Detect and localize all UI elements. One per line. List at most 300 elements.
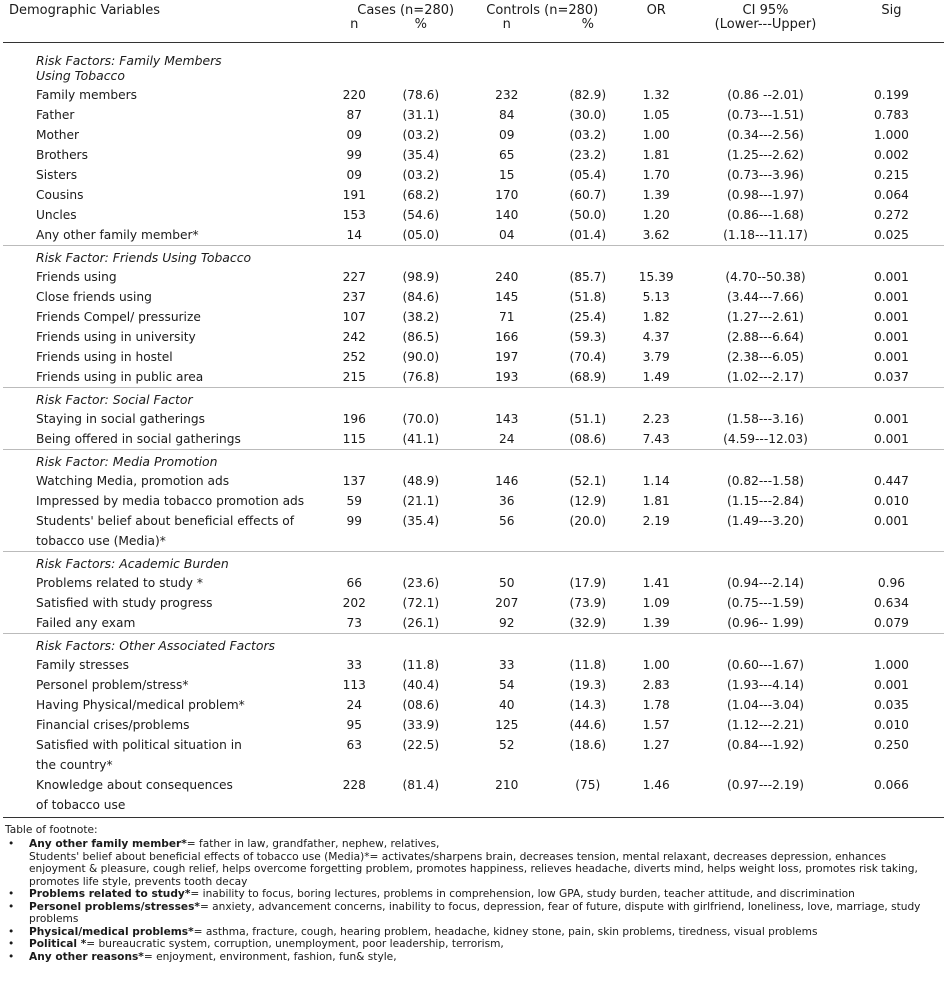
ci-cell: (0.60---1.67) — [727, 657, 804, 672]
or-cell: 1.78 — [642, 697, 670, 712]
table-header — [3, 0, 944, 42]
controls-n-cell: 09 — [499, 127, 515, 142]
section-title — [3, 633, 325, 655]
cases-pct-cell: (78.6) — [402, 87, 440, 102]
sig-cell: 0.079 — [873, 615, 909, 630]
header-controls-pct: % — [581, 17, 594, 32]
sig-cell: 0.010 — [873, 717, 909, 732]
table-row — [3, 655, 944, 675]
controls-n-cell: 71 — [499, 309, 515, 324]
empty-cell — [383, 551, 458, 573]
empty-cell — [692, 633, 839, 655]
cases-pct-cell: (68.2) — [402, 187, 440, 202]
empty-cell — [620, 387, 692, 409]
cases-pct-cell: (05.0) — [402, 227, 440, 242]
cases-pct-cell: (35.4) — [402, 147, 440, 162]
risk-factor-table — [3, 0, 944, 818]
cases-n-cell: 09 — [346, 167, 363, 182]
ci-cell: (1.04---3.04) — [727, 697, 804, 712]
row-label-line: Staying in social gatherings — [36, 411, 205, 426]
empty-cell — [458, 42, 555, 85]
section-header-row — [3, 245, 944, 267]
header-controls — [458, 0, 620, 42]
row-label — [3, 367, 325, 388]
empty-cell — [325, 245, 383, 267]
cases-pct-cell: (26.1) — [402, 615, 440, 630]
row-label-line: Impressed by media tobacco promotion ads — [36, 493, 305, 508]
row-label-line: Uncles — [36, 207, 77, 222]
sig-cell: 0.035 — [873, 697, 909, 712]
controls-n-cell: 210 — [458, 775, 555, 818]
cases-pct-cell: (33.9) — [402, 717, 440, 732]
row-label-line: Friends using — [36, 269, 117, 284]
header-sig: Sig — [839, 0, 944, 42]
sig-cell: 1.000 — [873, 127, 909, 142]
table-row — [3, 367, 944, 388]
section-title-line: Risk Factors: Academic Burden — [36, 555, 229, 571]
cases-n-cell: 191 — [342, 187, 366, 202]
sig-cell: 0.066 — [839, 775, 944, 818]
row-label-line: Friends using in hostel — [36, 349, 173, 364]
or-cell: 1.70 — [642, 167, 670, 182]
controls-pct-cell: (85.7) — [569, 269, 607, 284]
controls-n-cell: 24 — [499, 431, 515, 446]
cases-pct-cell: (21.1) — [402, 493, 440, 508]
row-label — [3, 735, 325, 775]
row-label — [3, 85, 325, 105]
empty-cell — [325, 387, 383, 409]
row-label — [3, 225, 325, 246]
empty-cell — [325, 551, 383, 573]
or-cell: 1.39 — [642, 615, 670, 630]
controls-pct-cell: (14.3) — [569, 697, 607, 712]
controls-n-cell: 65 — [499, 147, 515, 162]
table-body — [3, 42, 944, 817]
row-label — [3, 185, 325, 205]
empty-cell — [555, 42, 620, 85]
controls-pct-cell: (11.8) — [569, 657, 607, 672]
controls-pct-cell: (50.0) — [569, 207, 607, 222]
ci-cell: (0.97---2.19) — [692, 775, 839, 818]
cases-n-cell: 99 — [346, 147, 363, 162]
or-cell: 1.00 — [642, 127, 670, 142]
cases-n-cell: 14 — [346, 227, 363, 242]
controls-n-cell: 197 — [495, 349, 519, 364]
row-label — [3, 429, 325, 450]
controls-pct-cell: (25.4) — [569, 309, 607, 324]
cases-pct-cell: (22.5) — [402, 737, 440, 752]
row-label-line: of tobacco use — [36, 797, 126, 812]
footnote-text: = father in law, grandfather, nephew, relatives, — [186, 838, 440, 850]
or-cell: 1.14 — [642, 473, 670, 488]
section-header-row — [3, 551, 944, 573]
row-label — [3, 165, 325, 185]
row-label — [3, 125, 325, 145]
empty-cell — [325, 449, 383, 471]
section-title-line: Risk Factor: Media Promotion — [36, 453, 218, 469]
controls-n-cell: 84 — [499, 107, 515, 122]
table-row — [3, 267, 944, 287]
or-cell: 4.37 — [642, 329, 670, 344]
cases-n-cell: 63 — [346, 737, 363, 752]
controls-pct-cell: (20.0) — [569, 513, 607, 528]
sig-cell: 0.783 — [873, 107, 909, 122]
or-cell: 1.00 — [642, 657, 670, 672]
row-label-line: Satisfied with political situation in — [36, 737, 242, 752]
controls-pct-cell: (32.9) — [569, 615, 607, 630]
sig-cell: 0.001 — [873, 289, 909, 304]
controls-pct-cell: (23.2) — [569, 147, 607, 162]
sig-cell: 0.001 — [873, 513, 909, 528]
row-label-line: Watching Media, promotion ads — [36, 473, 230, 488]
or-cell: 1.49 — [642, 369, 670, 384]
cases-pct-cell: (35.4) — [402, 513, 440, 528]
cases-n-cell: 33 — [346, 657, 363, 672]
footnote-term: Any other reasons* — [29, 950, 144, 963]
section-title-line: Risk Factors: Other Associated Factors — [36, 637, 275, 653]
ci-cell: (0.96-- 1.99) — [727, 615, 804, 630]
cases-pct-cell: (41.1) — [402, 431, 440, 446]
table-row — [3, 715, 944, 735]
controls-pct-cell: (68.9) — [569, 369, 607, 384]
or-cell: 1.09 — [642, 595, 670, 610]
ci-cell: (4.70--50.38) — [725, 269, 806, 284]
cases-n-cell: 153 — [342, 207, 366, 222]
table-row — [3, 225, 944, 246]
footnote-continuation: Students' belief about beneficial effects of tobacco use (Media)*= activates/sharpens brain, decreases tension, mental relaxant, decreases depression, enhances enjoyment & pleasure, cough relief, helps overcome forgetting problem, promotes happiness, relieves headache, diverts mind, helps weight loss, promotes risk taking, promotes life style, prevents tooth decay — [29, 850, 918, 888]
section-title — [3, 42, 325, 85]
row-label — [3, 491, 325, 511]
sig-cell: 0.001 — [873, 411, 909, 426]
cases-pct-cell: (70.0) — [402, 411, 440, 426]
or-cell: 1.27 — [642, 737, 670, 752]
empty-cell — [458, 551, 555, 573]
empty-cell — [325, 42, 383, 85]
controls-n-cell: 04 — [499, 227, 515, 242]
row-label-line: Mother — [36, 127, 79, 142]
ci-cell: (1.18---11.17) — [723, 227, 808, 242]
or-cell: 1.46 — [620, 775, 692, 818]
row-label-line: Students' belief about beneficial effects of — [36, 513, 295, 528]
sig-cell: 1.000 — [873, 657, 909, 672]
row-label-line: Brothers — [36, 147, 88, 162]
row-label-line: Close friends using — [36, 289, 152, 304]
controls-n-cell: 232 — [495, 87, 519, 102]
header-cases-n: n — [350, 17, 359, 32]
ci-cell: (3.44---7.66) — [727, 289, 804, 304]
empty-cell — [620, 633, 692, 655]
sig-cell: 0.001 — [873, 269, 909, 284]
or-cell: 2.19 — [642, 513, 670, 528]
table-row — [3, 185, 944, 205]
header-or: OR — [620, 0, 692, 42]
or-cell: 1.81 — [642, 147, 670, 162]
ci-cell: (0.84---1.92) — [727, 737, 804, 752]
section-title — [3, 245, 325, 267]
section-title — [3, 551, 325, 573]
controls-pct-cell: (18.6) — [569, 737, 607, 752]
empty-cell — [555, 633, 620, 655]
section-title-line: Risk Factor: Social Factor — [36, 391, 193, 407]
controls-pct-cell: (44.6) — [569, 717, 607, 732]
table-row — [3, 145, 944, 165]
table-row — [3, 287, 944, 307]
row-label-line: Financial crises/problems — [36, 717, 190, 732]
or-cell: 3.62 — [642, 227, 670, 242]
bullet-icon: • — [8, 938, 15, 950]
header-cases — [325, 0, 458, 42]
cases-n-cell: 113 — [342, 677, 366, 692]
cases-n-cell: 73 — [346, 615, 363, 630]
cases-pct-cell: (81.4) — [383, 775, 458, 818]
row-label-line: Problems related to study * — [36, 575, 203, 590]
header-controls-title: Controls (n=280) — [486, 3, 599, 18]
empty-cell — [839, 449, 944, 471]
empty-cell — [839, 245, 944, 267]
header-controls-n: n — [502, 17, 511, 32]
table-row — [3, 125, 944, 145]
empty-cell — [458, 449, 555, 471]
header-cases-sub — [325, 18, 458, 32]
section-title — [3, 449, 325, 471]
cases-pct-cell: (48.9) — [402, 473, 440, 488]
footnote-text: = inability to focus, boring lectures, problems in comprehension, low GPA, study burden, teacher attitude, and discrimination — [190, 888, 855, 900]
cases-pct-cell: (23.6) — [402, 575, 440, 590]
row-label-line: tobacco use (Media)* — [36, 533, 166, 548]
section-header-row — [3, 633, 944, 655]
row-label — [3, 347, 325, 367]
controls-n-cell: 143 — [495, 411, 519, 426]
footnotes-title: Table of footnote: — [5, 823, 98, 836]
or-cell: 1.82 — [642, 309, 670, 324]
table-row — [3, 573, 944, 593]
sig-cell: 0.002 — [873, 147, 909, 162]
row-label-line: Knowledge about consequences — [36, 777, 233, 792]
ci-cell: (2.38---6.05) — [727, 349, 804, 364]
sig-cell: 0.250 — [873, 737, 909, 752]
cases-n-cell: 99 — [346, 513, 363, 528]
controls-n-cell: 50 — [499, 575, 515, 590]
row-label-line: Father — [36, 107, 75, 122]
cases-n-cell: 115 — [342, 431, 366, 446]
header-ci-line2: (Lower---Upper) — [714, 17, 817, 32]
row-label — [3, 715, 325, 735]
section-title-line: Risk Factor: Friends Using Tobacco — [36, 249, 252, 265]
row-label-line: Failed any exam — [36, 615, 136, 630]
sig-cell: 0.025 — [873, 227, 909, 242]
footnote-term: Problems related to study* — [29, 888, 191, 900]
controls-n-cell: 56 — [499, 513, 515, 528]
empty-cell — [620, 245, 692, 267]
header-variable: Demographic Variables — [3, 0, 325, 42]
cases-n-cell: 24 — [346, 697, 363, 712]
or-cell: 7.43 — [642, 431, 670, 446]
empty-cell — [458, 245, 555, 267]
footnote-item — [5, 838, 935, 851]
or-cell: 1.57 — [642, 717, 670, 732]
empty-cell — [555, 449, 620, 471]
row-label-line: Cousins — [36, 187, 84, 202]
sig-cell: 0.634 — [873, 595, 909, 610]
footnote-text: = asthma, fracture, cough, hearing problem, headache, kidney stone, pain, skin problems, tiredness, visual problems — [193, 925, 818, 938]
controls-n-cell: 40 — [499, 697, 515, 712]
cases-n-cell: 59 — [346, 493, 363, 508]
sig-cell: 0.010 — [873, 493, 909, 508]
section-title — [3, 387, 325, 409]
or-cell: 1.05 — [642, 107, 670, 122]
bullet-icon: • — [8, 900, 15, 913]
table-row — [3, 429, 944, 450]
empty-cell — [620, 551, 692, 573]
empty-cell — [555, 245, 620, 267]
cases-pct-cell: (90.0) — [402, 349, 440, 364]
table-row — [3, 471, 944, 491]
controls-n-cell: 207 — [495, 595, 519, 610]
bullet-icon: • — [8, 888, 15, 900]
table-row — [3, 105, 944, 125]
sig-cell: 0.037 — [873, 369, 909, 384]
controls-pct-cell: (59.3) — [569, 329, 607, 344]
ci-cell: (1.25---2.62) — [727, 147, 804, 162]
controls-pct-cell: (52.1) — [569, 473, 607, 488]
row-label-line: Sisters — [36, 167, 78, 182]
empty-cell — [692, 245, 839, 267]
empty-cell — [383, 449, 458, 471]
empty-cell — [555, 551, 620, 573]
footnote-item — [5, 901, 935, 926]
sig-cell: 0.064 — [873, 187, 909, 202]
row-label — [3, 775, 325, 818]
empty-cell — [555, 387, 620, 409]
header-ci-line1: CI 95% — [742, 3, 789, 18]
row-label — [3, 205, 325, 225]
footnotes-list — [5, 838, 935, 963]
cases-pct-cell: (76.8) — [402, 369, 440, 384]
row-label — [3, 267, 325, 287]
cases-pct-cell: (38.2) — [402, 309, 440, 324]
row-label — [3, 409, 325, 429]
empty-cell — [692, 42, 839, 85]
row-label-line: Any other family member* — [36, 227, 199, 242]
controls-pct-cell: (08.6) — [569, 431, 607, 446]
ci-cell: (0.34---2.56) — [727, 127, 804, 142]
controls-pct-cell: (03.2) — [569, 127, 607, 142]
table-row — [3, 327, 944, 347]
ci-cell: (0.86 --2.01) — [727, 87, 804, 102]
row-label-line: Family members — [36, 87, 137, 102]
ci-cell: (1.02---2.17) — [727, 369, 804, 384]
footnote-text: = bureaucratic system, corruption, unemployment, poor leadership, terrorism, — [86, 938, 504, 950]
cases-pct-cell: (31.1) — [402, 107, 440, 122]
row-label — [3, 695, 325, 715]
cases-n-cell: 237 — [342, 289, 366, 304]
ci-cell: (0.98---1.97) — [727, 187, 804, 202]
cases-pct-cell: (98.9) — [402, 269, 440, 284]
row-label — [3, 675, 325, 695]
table-row — [3, 205, 944, 225]
cases-n-cell: 215 — [342, 369, 366, 384]
controls-n-cell: 145 — [495, 289, 519, 304]
header-controls-sub — [458, 18, 620, 32]
sig-cell: 0.001 — [873, 309, 909, 324]
controls-pct-cell: (51.1) — [569, 411, 607, 426]
cases-pct-cell: (03.2) — [402, 167, 440, 182]
cases-pct-cell: (84.6) — [402, 289, 440, 304]
or-cell: 2.83 — [642, 677, 670, 692]
or-cell: 1.41 — [642, 575, 670, 590]
empty-cell — [692, 387, 839, 409]
table-row — [3, 593, 944, 613]
empty-cell — [839, 42, 944, 85]
cases-n-cell: 87 — [346, 107, 363, 122]
cases-pct-cell: (54.6) — [402, 207, 440, 222]
controls-pct-cell: (12.9) — [569, 493, 607, 508]
or-cell: 5.13 — [642, 289, 670, 304]
ci-cell: (0.73---1.51) — [727, 107, 804, 122]
controls-n-cell: 36 — [499, 493, 515, 508]
ci-cell: (2.88---6.64) — [727, 329, 804, 344]
sig-cell: 0.96 — [877, 575, 905, 590]
row-label — [3, 573, 325, 593]
ci-cell: (4.59---12.03) — [723, 431, 808, 446]
empty-cell — [620, 42, 692, 85]
cases-n-cell: 09 — [346, 127, 363, 142]
row-label-line: Friends using in university — [36, 329, 196, 344]
controls-n-cell: 170 — [495, 187, 519, 202]
cases-pct-cell: (08.6) — [402, 697, 440, 712]
empty-cell — [692, 551, 839, 573]
controls-n-cell: 240 — [495, 269, 519, 284]
row-label — [3, 613, 325, 634]
row-label — [3, 145, 325, 165]
ci-cell: (1.49---3.20) — [727, 513, 804, 528]
row-label-line: Having Physical/medical problem* — [36, 697, 245, 712]
empty-cell — [620, 449, 692, 471]
ci-cell: (0.86---1.68) — [727, 207, 804, 222]
section-header-row — [3, 387, 944, 409]
empty-cell — [383, 387, 458, 409]
footnote-term: Political * — [29, 938, 87, 950]
cases-n-cell: 107 — [342, 309, 366, 324]
cases-pct-cell: (86.5) — [402, 329, 440, 344]
controls-pct-cell: (05.4) — [569, 167, 607, 182]
table-row — [3, 409, 944, 429]
table-row — [3, 613, 944, 634]
controls-pct-cell: (60.7) — [569, 187, 607, 202]
ci-cell: (1.12---2.21) — [727, 717, 804, 732]
empty-cell — [839, 633, 944, 655]
cases-n-cell: 228 — [325, 775, 383, 818]
bullet-icon: • — [8, 950, 15, 963]
footnote-term: Any other family member* — [29, 838, 187, 850]
sig-cell: 0.001 — [873, 349, 909, 364]
footnote-item — [5, 926, 935, 939]
ci-cell: (0.82---1.58) — [727, 473, 804, 488]
cases-n-cell: 242 — [342, 329, 366, 344]
row-label — [3, 287, 325, 307]
controls-n-cell: 33 — [499, 657, 515, 672]
section-header-row — [3, 42, 944, 85]
footnote-text: = enjoyment, environment, fashion, fun& style, — [143, 950, 397, 963]
or-cell: 2.23 — [642, 411, 670, 426]
or-cell: 15.39 — [638, 269, 674, 284]
table-row — [3, 675, 944, 695]
empty-cell — [458, 633, 555, 655]
sig-cell: 0.001 — [873, 431, 909, 446]
ci-cell: (1.27---2.61) — [727, 309, 804, 324]
footnotes — [5, 824, 935, 964]
row-label — [3, 655, 325, 675]
